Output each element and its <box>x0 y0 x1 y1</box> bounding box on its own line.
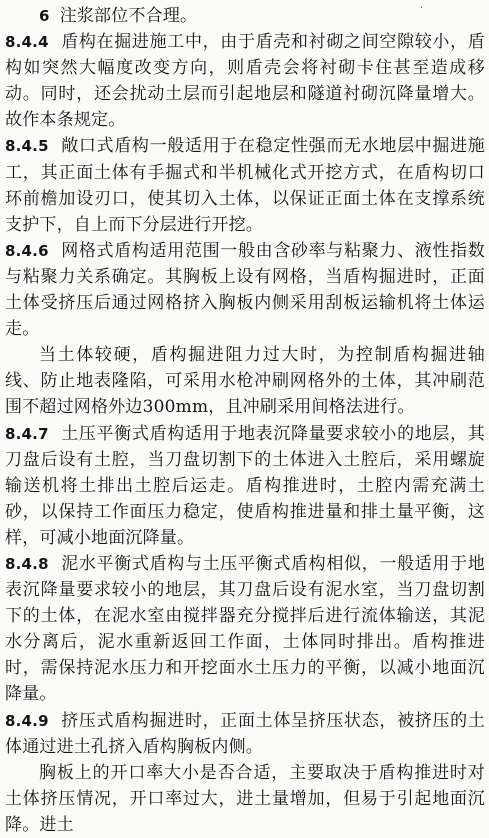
clause-text: 挤压式盾构掘进时，正面土体呈挤压状态，被挤压的土体通过进土孔挤入盾构胸板内侧。 <box>5 710 485 757</box>
clause-number: 8.4.8 <box>5 554 49 573</box>
item-text: 注浆部位不合理。 <box>59 6 198 26</box>
clause-8-4-7 <box>5 421 485 551</box>
item-number: 6 <box>39 7 50 25</box>
clause-8-4-5 <box>5 133 485 237</box>
clause-8-4-9 <box>5 708 485 760</box>
clause-number: 8.4.7 <box>5 424 49 443</box>
clause-text: 网格式盾构适用范围一般由含砂率与粘聚力、液性指数与粘聚力关系确定。其胸板上设有网格，当盾构掘进时，正面土体受挤压后通过网格挤入胸板内侧采用刮板运输机将土体运走。 <box>5 240 485 340</box>
clause-8-4-9-para-2: 胸板上的开口率大小是否合适，主要取决于盾构推进时对土体挤压情况，开口率过大，进土量增加，但易于引起地面沉降。进土 <box>5 762 485 835</box>
clause-8-4-6 <box>5 238 485 342</box>
clause-number: 8.4.4 <box>5 33 49 52</box>
clause-text: 敞口式盾构一般适用于在稳定性强而无水地层中掘进施工，其正面土体有手掘式和半机械化式开挖方式，在盾构切口环前檐加设刃口，使其切入土体，以保证正面土体在支撑系统支护下，自上而下分层进行开挖。 <box>5 136 485 235</box>
clause-number: 8.4.9 <box>5 711 49 730</box>
clause-text: 盾构在掘进施工中，由于盾壳和衬砌之间空隙较小，盾构如突然大幅度改变方向，则盾壳会将衬砌卡住甚至造成移动。同时，还会扰动土层而引起地层和隧道衬砌沉降量增大。故作本条规定。 <box>5 32 485 131</box>
clause-text: 土压平衡式盾构适用于地表沉降量要求较小的地层，其刀盘后设有土腔，当刀盘切割下的土体进入土腔后，采用螺旋输送机将土排出土腔后运走。盾构推进时，土腔内需充满土砂，以保持工作面压力稳定，使盾构推进量和排土量平衡，这样，可减小地面沉降量。 <box>5 423 485 548</box>
clause-8-4-6-para-2: 当土体较硬，盾构掘进阻力过大时，为控制盾构掘进轴线、防止地表隆陷，可采用水枪冲刷网格外的土体，其冲刷范围不超过网格外边300mm，且冲刷采用间格法进行。 <box>5 345 485 418</box>
item-6 <box>5 3 485 29</box>
clause-text: 泥水平衡式盾构与土压平衡式盾构相似，一般适用于地表沉降量要求较小的地层，其刀盘后设有泥水室，当刀盘切割下的土体，在泥水室由搅拌器充分搅拌后进行流体输送，其泥水分离后，泥水重新返回工作面，土体同时排出。盾构推进时，需保持泥水压力和开挖面水土压力的平衡，以减小地面沉降量。 <box>5 553 485 705</box>
clause-8-4-4 <box>5 29 485 133</box>
clause-8-4-8 <box>5 551 485 708</box>
clause-number: 8.4.6 <box>5 241 49 260</box>
top-mark: · <box>419 3 423 14</box>
clause-number: 8.4.5 <box>5 137 49 156</box>
